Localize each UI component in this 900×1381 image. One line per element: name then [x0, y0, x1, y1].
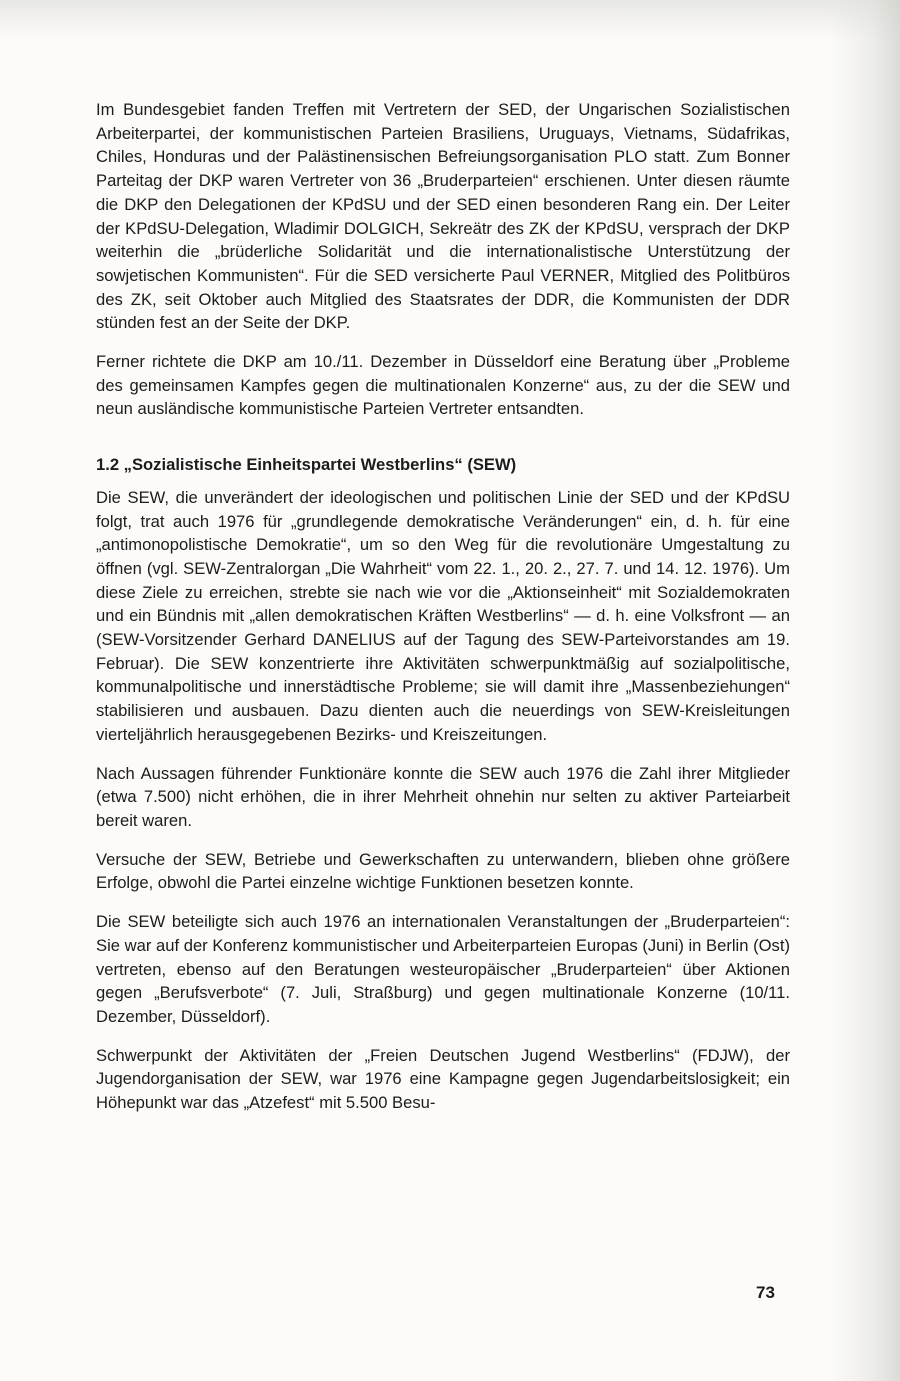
paragraph: Schwerpunkt der Aktivitäten der „Freien Deutschen Jugend Westberlins“ (FDJW), der Jugendorganisation der SEW, war 1976 eine Kampagne gegen Jugendarbeitslosigkeit; ein Höhepunkt war das „Atzefest“ mit 5.500 Besu-	[96, 1045, 790, 1113]
body-text	[96, 98, 790, 1130]
paragraph: Die SEW, die unverändert der ideologischen und politischen Linie der SED und der KPdSU folgt, trat auch 1976 für „grundlegende demokratische Veränderungen“ ein, d. h. für eine „antimonopolistische Demokratie“, um so den Weg für die revolutionäre Umgestaltung zu öffnen (vgl. SEW-Zentralorgan „Die Wahrheit“ vom 22. 1., 20. 2., 27. 7. und 14. 12. 1976). Um diese Ziele zu erreichen, strebte sie nach wie vor die „Aktionseinheit“ mit Sozialdemokraten und ein Bündnis mit „allen demokratischen Kräften Westberlins“ — d. h. eine Volksfront — an (SEW-Vorsitzender Gerhard DANELIUS auf der Tagung des SEW-Parteivorstandes am 19. Februar). Die SEW konzentrierte ihre Aktivitäten schwerpunktmäßig auf sozialpolitische, kommunalpolitische und innerstädtische Probleme; sie will damit ihre „Massenbeziehungen“ stabilisieren und ausbauen. Dazu dienten auch die neuerdings von SEW-Kreisleitungen vierteljährlich herausgegebenen Bezirks- und Kreiszeitungen.	[96, 487, 790, 744]
section-heading: 1.2 „Sozialistische Einheitspartei Westberlins“ (SEW)	[96, 455, 517, 475]
paragraph: Nach Aussagen führender Funktionäre konnte die SEW auch 1976 die Zahl ihrer Mitglieder (etwa 7.500) nicht erhöhen, die in ihrer Mehrheit ohnehin nur selten zu aktiver Parteiarbeit bereit waren.	[96, 763, 790, 830]
paragraph: Im Bundesgebiet fanden Treffen mit Vertretern der SED, der Ungarischen Sozialistischen Arbeiterpartei, der kommunistischen Parteien Brasiliens, Uruguays, Vietnams, Südafrikas, Chiles, Honduras und der Palästinensischen Befreiungsorganisation PLO statt. Zum Bonner Parteitag der DKP waren Vertreter von 36 „Bruderparteien“ erschienen. Unter diesen räumte die DKP den Delegationen der KPdSU und der SED einen besonderen Rang ein. Der Leiter der KPdSU-Delegation, Wladimir DOLGICH, Sekreätr des ZK der KPdSU, versprach der DKP weiterhin die „brüderliche Solidarität und die internationalistische Unterstützung der sowjetischen Kommunisten“. Für die SED versicherte Paul VERNER, Mitglied des Politbüros des ZK, seit Oktober auch Mitglied des Staatsrates der DDR, die Kommunisten der DDR stünden fest an der Seite der DKP.	[96, 100, 790, 333]
paragraph: Die SEW beteiligte sich auch 1976 an internationalen Veranstaltungen der „Bruderparteien“: Sie war auf der Konferenz kommunistischer und Arbeiterparteien Europas (Juni) in Berlin (Ost) vertreten, ebenso auf den Beratungen westeuropäischer „Bruderparteien“ über Aktionen gegen „Berufsverbote“ (7. Juli, Straßburg) und gegen multinationale Konzerne (10/11. Dezember, Düsseldorf).	[96, 912, 790, 1026]
scan-top-shadow	[0, 0, 900, 40]
paragraph: Ferner richtete die DKP am 10./11. Dezember in Düsseldorf eine Beratung über „Probleme des gemeinsamen Kampfes gegen die multinationalen Konzerne“ aus, zu der die SEW und neun ausländische kommunistische Parteien Vertreter entsandten.	[96, 352, 790, 419]
paragraph: Versuche der SEW, Betriebe und Gewerkschaften zu unterwandern, blieben ohne größere Erfolge, obwohl die Partei einzelne wichtige Funktionen besetzen konnte.	[96, 849, 790, 893]
page-number: 73	[756, 1283, 775, 1302]
scan-edge-shadow	[830, 0, 900, 1381]
